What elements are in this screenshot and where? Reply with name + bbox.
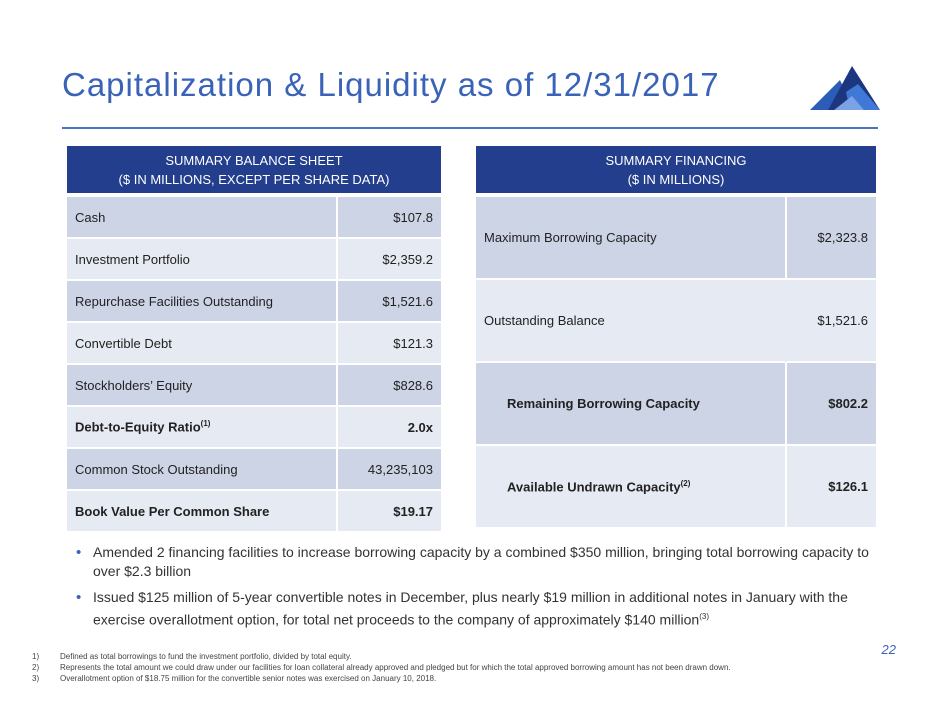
footnote-number: 1) [32, 652, 40, 661]
footnote [32, 662, 892, 673]
row-label: Book Value Per Common Share [67, 491, 336, 533]
footnote [32, 673, 892, 684]
row-label-cell [67, 407, 336, 449]
title-divider [62, 127, 878, 129]
table-row [67, 491, 441, 533]
row-label-cell [476, 446, 785, 529]
row-label: Maximum Borrowing Capacity [476, 197, 785, 280]
row-value: $828.6 [336, 365, 441, 407]
row-value: $107.8 [336, 197, 441, 239]
footnote-number: 2) [32, 663, 40, 672]
row-value: $802.2 [785, 363, 876, 446]
table-row [476, 446, 876, 529]
footnote-text: Overallotment option of $18.75 million for the convertible senior notes was exercised on January 10, 2018. [60, 674, 437, 683]
financing-table [476, 146, 876, 529]
row-value: $126.1 [785, 446, 876, 529]
table-row [476, 363, 876, 446]
footnote-number: 3) [32, 674, 40, 683]
financing-header-line1: SUMMARY FINANCING [605, 152, 747, 168]
bullet-text: Amended 2 financing facilities to increase borrowing capacity by a combined $350 million, bringing total borrowing capacity to over $2.3 billion [93, 544, 869, 579]
table-row [67, 239, 441, 281]
page-number: 22 [881, 642, 896, 657]
footnote-text: Represents the total amount we could draw under our facilities for loan collateral already approved and pledged but for which the total approved borrowing amount has not been drawn down. [60, 663, 731, 672]
balance-sheet-table [67, 146, 441, 533]
bullet-text: Issued $125 million of 5-year convertible notes in December, plus nearly $19 million in additional notes in January with the exercise overallotment option, for total net proceeds to the company of approximately $140 million [93, 589, 848, 628]
balance-sheet-header-line1: SUMMARY BALANCE SHEET [165, 152, 343, 168]
row-label: Debt-to-Equity Ratio [75, 419, 201, 435]
row-label: Common Stock Outstanding [67, 449, 336, 491]
row-label: Available Undrawn Capacity [507, 479, 681, 495]
table-row [476, 280, 876, 363]
bullet-icon: • [76, 589, 82, 606]
row-label: Stockholders’ Equity [67, 365, 336, 407]
table-row [67, 365, 441, 407]
row-label: Repurchase Facilities Outstanding [67, 281, 336, 323]
row-value: $2,359.2 [336, 239, 441, 281]
bullet-icon: • [76, 544, 82, 561]
row-label: Remaining Borrowing Capacity [476, 363, 785, 446]
footnotes [32, 651, 892, 684]
mountain-logo-icon [810, 66, 880, 110]
row-value: 2.0x [336, 407, 441, 449]
row-value: $19.17 [336, 491, 441, 533]
balance-sheet-header [67, 146, 441, 197]
financing-header [476, 146, 876, 197]
financing-header-line2: ($ IN MILLIONS) [627, 171, 725, 187]
row-value: $1,521.6 [336, 281, 441, 323]
table-row [67, 323, 441, 365]
row-value: $2,323.8 [785, 197, 876, 280]
row-value: $1,521.6 [785, 280, 876, 363]
row-value: 43,235,103 [336, 449, 441, 491]
footnote-ref: (1) [200, 419, 211, 429]
table-row [67, 449, 441, 491]
table-row [476, 197, 876, 280]
footnote-ref: (3) [699, 612, 709, 621]
table-row [67, 407, 441, 449]
page-title: Capitalization & Liquidity as of 12/31/2017 [62, 66, 720, 103]
table-row [67, 197, 441, 239]
footnote-text: Defined as total borrowings to fund the investment portfolio, divided by total equity. [60, 652, 352, 661]
list-item [76, 543, 896, 581]
row-label: Convertible Debt [67, 323, 336, 365]
row-label: Investment Portfolio [67, 239, 336, 281]
row-value: $121.3 [336, 323, 441, 365]
table-row [67, 281, 441, 323]
bullet-list [76, 543, 896, 637]
balance-sheet-header-line2: ($ IN MILLIONS, EXCEPT PER SHARE DATA) [118, 171, 390, 187]
footnote-ref: (2) [680, 478, 691, 488]
list-item [76, 588, 896, 630]
footnote [32, 651, 892, 662]
row-label: Outstanding Balance [476, 280, 785, 363]
row-label: Cash [67, 197, 336, 239]
